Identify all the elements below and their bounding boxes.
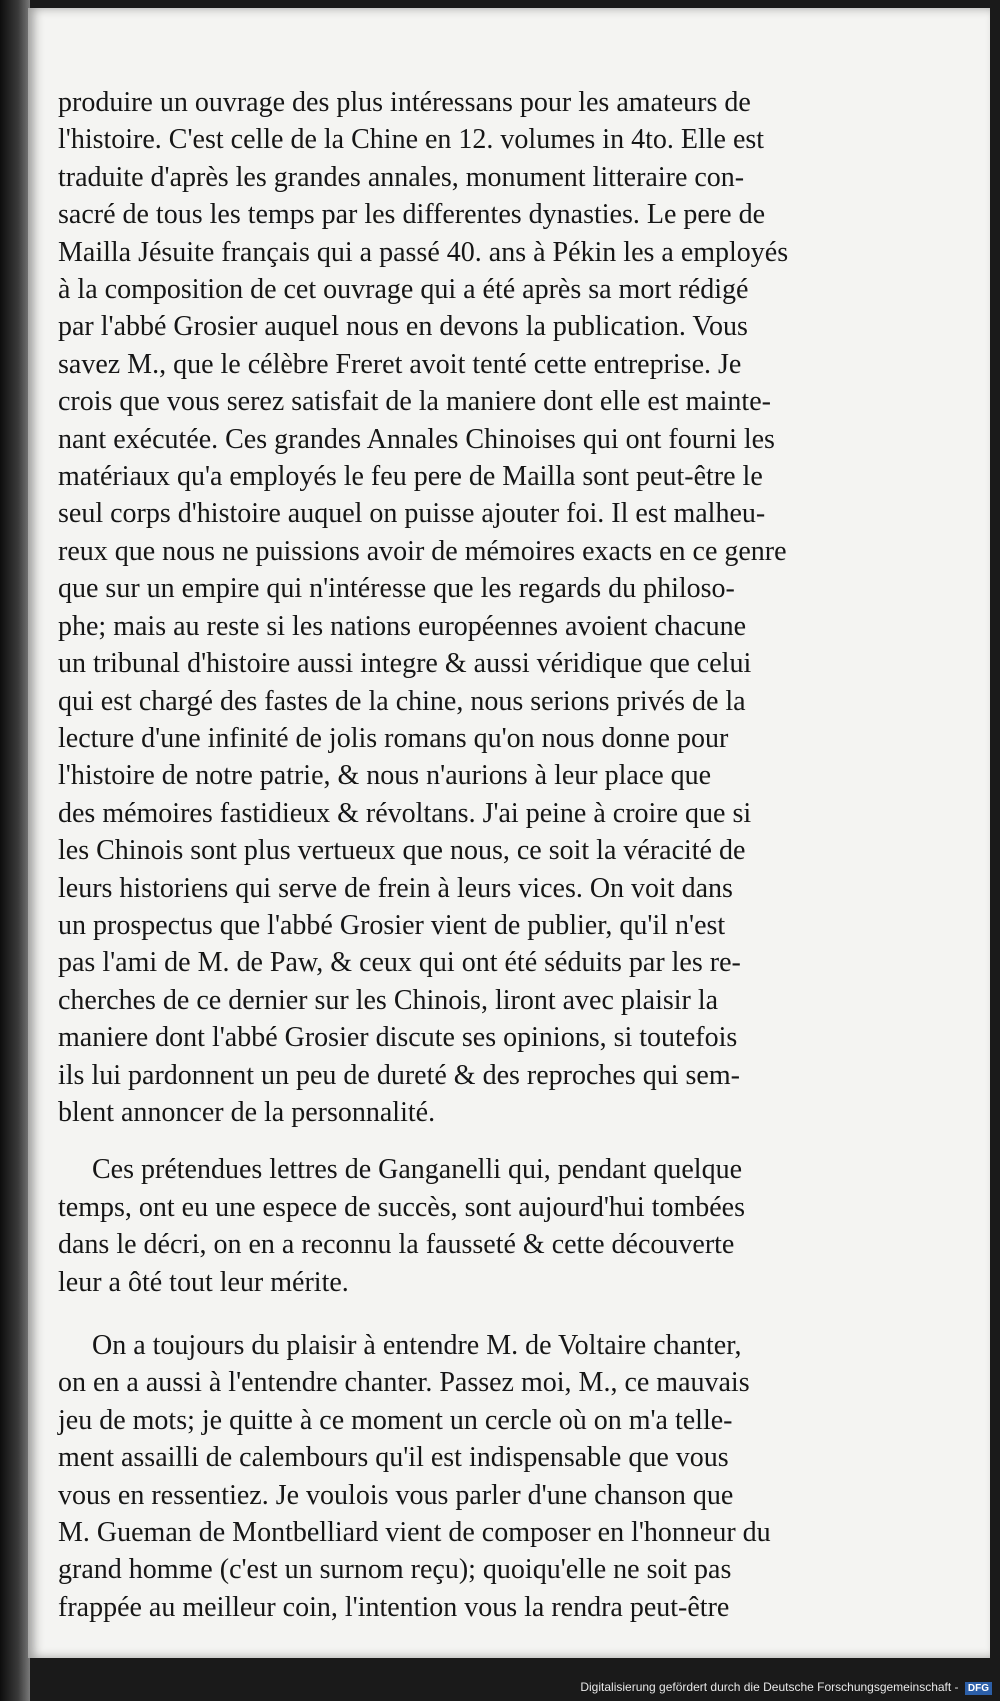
text-line: vous en ressentiez. Je voulois vous parler d'une chanson que bbox=[58, 1479, 734, 1511]
text-line: blent annoncer de la personnalité. bbox=[58, 1096, 436, 1128]
text-line: l'histoire. C'est celle de la Chine en 12. volumes in 4to. Elle est bbox=[58, 124, 765, 156]
text-line: qui est chargé des fastes de la chine, nous serions privés de la bbox=[58, 685, 746, 717]
text-line: lecture d'une infinité de jolis romans qu'on nous donne pour bbox=[58, 722, 729, 754]
text-line: par l'abbé Grosier auquel nous en devons la publication. Vous bbox=[58, 311, 748, 343]
paragraph-ganganelli bbox=[58, 1151, 960, 1301]
dfg-logo: DFG bbox=[965, 1682, 992, 1695]
text-line: nant exécutée. Ces grandes Annales Chinoises qui ont fourni les bbox=[58, 423, 775, 455]
text-line: un prospectus que l'abbé Grosier vient de publier, qu'il n'est bbox=[58, 909, 726, 941]
text-line: que sur un empire qui n'intéresse que les regards du philoso- bbox=[58, 573, 735, 605]
text-line: maniere dont l'abbé Grosier discute ses opinions, si toutefois bbox=[58, 1022, 738, 1054]
text-line: leur a ôté tout leur mérite. bbox=[58, 1266, 349, 1298]
text-line: On a toujours du plaisir à entendre M. de Voltaire chanter, bbox=[92, 1330, 742, 1361]
text-line: un tribunal d'histoire aussi integre & aussi véridique que celui bbox=[58, 648, 752, 680]
text-line: on en a aussi à l'entendre chanter. Passez moi, M., ce mauvais bbox=[58, 1367, 750, 1399]
text-line: ils lui pardonnent un peu de dureté & des reproches qui sem- bbox=[58, 1059, 740, 1091]
text-line: pas l'ami de M. de Paw, & ceux qui ont été séduits par les re- bbox=[58, 947, 741, 979]
digitization-credit bbox=[580, 1680, 992, 1695]
text-line: cherches de ce dernier sur les Chinois, liront avec plaisir la bbox=[58, 984, 719, 1016]
text-line: M. Gueman de Montbelliard vient de composer en l'honneur du bbox=[58, 1517, 771, 1549]
text-line: phe; mais au reste si les nations européennes avoient chacune bbox=[58, 610, 747, 642]
text-line: Mailla Jésuite français qui a passé 40. ans à Pékin les a employés bbox=[58, 236, 789, 268]
text-line: grand homme (c'est un surnom reçu); quoiqu'elle ne soit pas bbox=[58, 1554, 732, 1586]
text-line: sacré de tous les temps par les differentes dynasties. Le pere de bbox=[58, 199, 765, 231]
text-line: temps, ont eu une espece de succès, sont aujourd'hui tombées bbox=[58, 1191, 745, 1223]
credit-text: Digitalisierung gefördert durch die Deutsche Forschungsgemeinschaft - bbox=[580, 1680, 959, 1694]
text-line: à la composition de cet ouvrage qui a été après sa mort rédigé bbox=[58, 274, 749, 306]
page-text bbox=[58, 84, 960, 1626]
text-line: frappée au meilleur coin, l'intention vous la rendra peut-être bbox=[58, 1591, 730, 1623]
text-line: crois que vous serez satisfait de la maniere dont elle est mainte- bbox=[58, 386, 771, 418]
book-page bbox=[28, 8, 990, 1658]
text-line: matériaux qu'a employés le feu pere de Mailla sont peut-être le bbox=[58, 461, 763, 493]
text-line: reux que nous ne puissions avoir de mémoires exacts en ce genre bbox=[58, 535, 787, 567]
text-line: savez M., que le célèbre Freret avoit tenté cette entreprise. Je bbox=[58, 348, 742, 380]
text-line: dans le décri, on en a reconnu la fausseté & cette découverte bbox=[58, 1229, 735, 1261]
text-line: jeu de mots; je quitte à ce moment un cercle où on m'a telle- bbox=[58, 1404, 733, 1436]
book-spine-shadow bbox=[0, 0, 30, 1701]
text-line: l'histoire de notre patrie, & nous n'aurions à leur place que bbox=[58, 760, 712, 792]
paragraph-voltaire bbox=[58, 1327, 960, 1626]
paragraph-history-china bbox=[58, 84, 960, 1131]
text-line: ment assailli de calembours qu'il est indispensable que vous bbox=[58, 1442, 729, 1474]
text-line: Ces prétendues lettres de Ganganelli qui, pendant quelque bbox=[92, 1154, 743, 1186]
text-line: des mémoires fastidieux & révoltans. J'ai peine à croire que si bbox=[58, 797, 752, 829]
text-line: les Chinois sont plus vertueux que nous, ce soit la véracité de bbox=[58, 835, 746, 867]
text-line: produire un ouvrage des plus intéressans pour les amateurs de bbox=[58, 87, 751, 118]
text-line: seul corps d'histoire auquel on puisse ajouter foi. Il est malheu- bbox=[58, 498, 766, 530]
text-line: traduite d'après les grandes annales, monument litteraire con- bbox=[58, 161, 745, 193]
text-line: leurs historiens qui serve de frein à leurs vices. On voit dans bbox=[58, 872, 733, 904]
